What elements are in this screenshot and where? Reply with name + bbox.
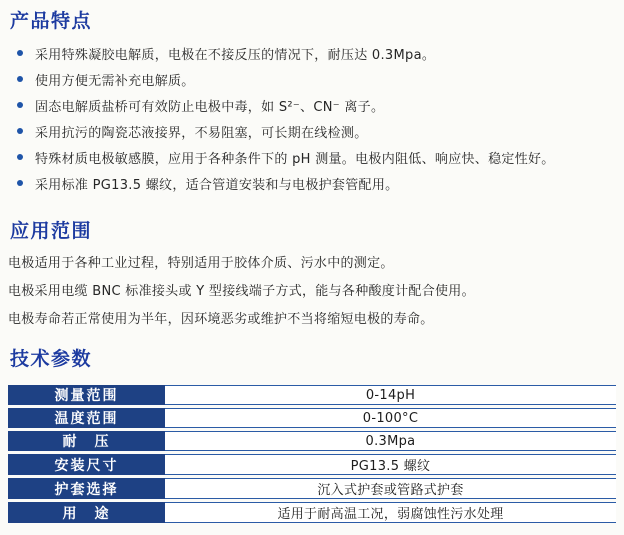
bullet-dot-icon	[17, 102, 23, 108]
spec-value: 0-14pH	[165, 385, 616, 405]
feature-list	[8, 40, 616, 196]
spec-label: 温度范围	[8, 408, 165, 428]
application-paragraph: 电极采用电缆 BNC 标准接头或 Y 型接线端子方式，能与各种酸度计配合使用。	[8, 284, 475, 299]
specs-section-title: 技术参数	[10, 348, 93, 370]
feature-item	[8, 40, 616, 66]
spec-row	[8, 385, 616, 405]
spec-value: PG13.5 螺纹	[165, 454, 616, 475]
spec-row	[8, 431, 616, 451]
spec-value: 适用于耐高温工况，弱腐蚀性污水处理	[165, 502, 616, 523]
feature-item	[8, 66, 616, 92]
feature-item	[8, 144, 616, 170]
spec-row	[8, 408, 616, 428]
spec-value: 0-100°C	[165, 408, 616, 428]
spec-label: 安装尺寸	[8, 454, 165, 475]
spec-label: 耐 压	[8, 431, 165, 451]
feature-text: 采用特殊凝胶电解质，电极在不接反压的情况下，耐压达 0.3Mpa。	[35, 47, 436, 63]
spec-row	[8, 478, 616, 499]
bullet-dot-icon	[17, 180, 23, 186]
feature-text: 固态电解质盐桥可有效防止电极中毒，如 S²⁻、CN⁻ 离子。	[35, 99, 385, 115]
bullet-dot-icon	[17, 128, 23, 134]
spec-table	[8, 382, 616, 526]
feature-text: 特殊材质电极敏感膜，应用于各种条件下的 pH 测量。电极内阻低、响应快、稳定性好。	[35, 151, 555, 167]
feature-text: 使用方便无需补充电解质。	[35, 73, 195, 89]
feature-item	[8, 118, 616, 144]
spec-label: 测量范围	[8, 385, 165, 405]
bullet-dot-icon	[17, 50, 23, 56]
features-section-title: 产品特点	[10, 10, 93, 32]
spec-row	[8, 454, 616, 475]
feature-item	[8, 92, 616, 118]
spec-label: 用 途	[8, 502, 165, 523]
applications-section-title: 应用范围	[10, 220, 93, 242]
spec-value: 0.3Mpa	[165, 431, 616, 451]
spec-row	[8, 502, 616, 523]
bullet-dot-icon	[17, 76, 23, 82]
feature-text: 采用标准 PG13.5 螺纹，适合管道安装和与电极护套管配用。	[35, 177, 399, 193]
bullet-dot-icon	[17, 154, 23, 160]
feature-item	[8, 170, 616, 196]
spec-label: 护套选择	[8, 478, 165, 499]
spec-value: 沉入式护套或管路式护套	[165, 478, 616, 499]
application-paragraph: 电极适用于各种工业过程，特别适用于胶体介质、污水中的测定。	[8, 256, 394, 271]
applications-paragraphs	[8, 250, 616, 334]
feature-text: 采用抗污的陶瓷芯液接界，不易阻塞，可长期在线检测。	[35, 125, 368, 141]
application-paragraph: 电极寿命若正常使用为半年，因环境恶劣或维护不当将缩短电极的寿命。	[8, 312, 434, 327]
